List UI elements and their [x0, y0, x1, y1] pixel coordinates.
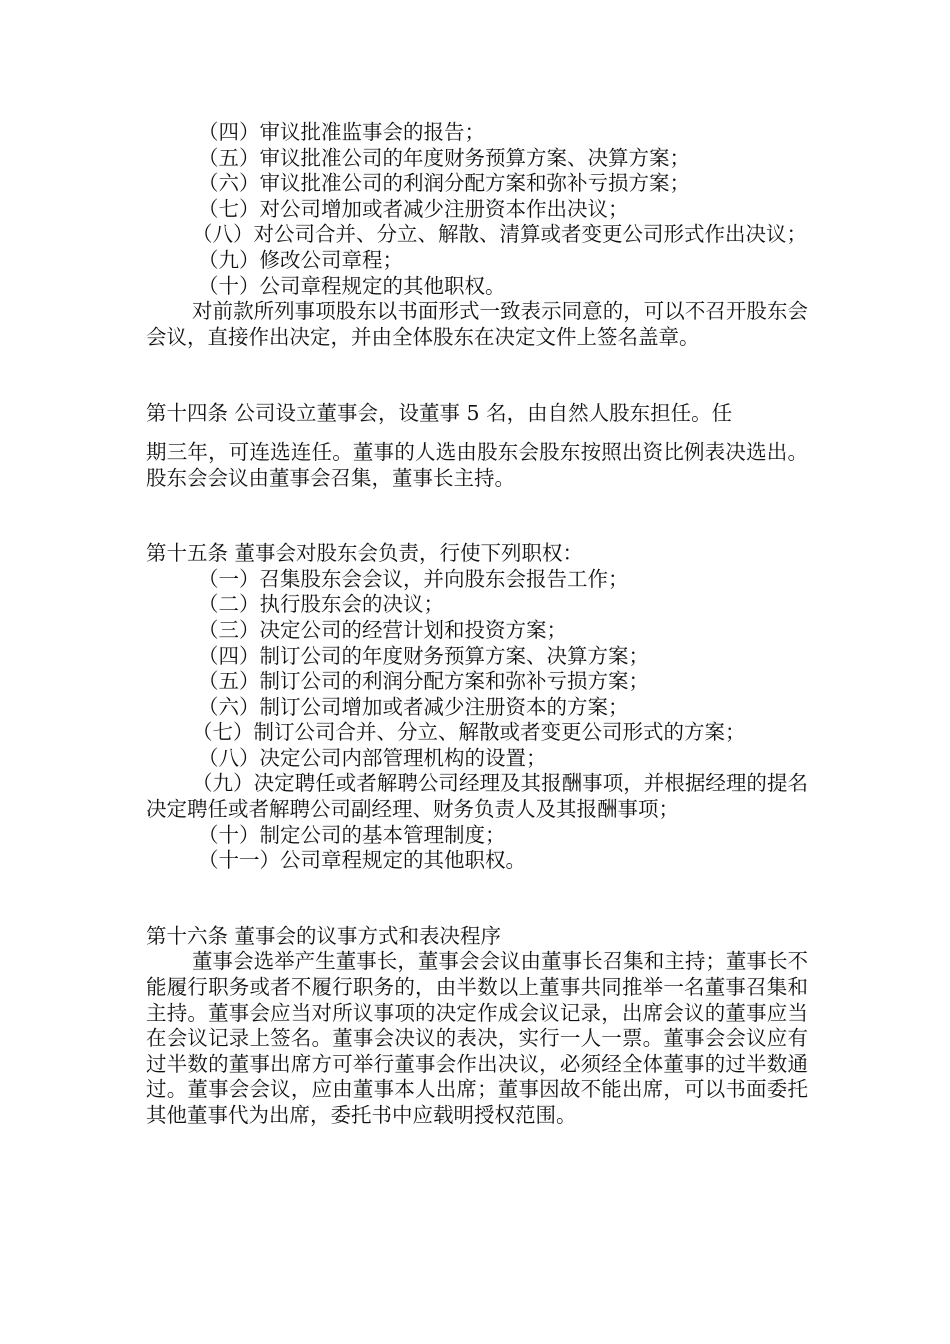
- list-item: （四）审议批准监事会的报告；: [198, 120, 485, 144]
- document-page: [146, 120, 808, 1129]
- list-item: （六）制订公司增加或者减少注册资本的方案；: [198, 694, 629, 719]
- body-paragraph: 期三年，可连选连任。董事的人选由股东会股东按照出资比例表决选出。股东会会议由董事会召集，董事长主持。: [146, 439, 808, 490]
- article-14: [146, 401, 808, 491]
- list-item: （九）修改公司章程；: [198, 247, 403, 272]
- article-heading: 第十六条 董事会的议事方式和表决程序: [146, 923, 502, 948]
- list-item: （十一）公司章程规定的其他职权。: [198, 848, 526, 873]
- list-item: （七）对公司增加或者减少注册资本作出决议；: [198, 196, 629, 221]
- list-item: （一）召集股东会会议，并向股东会报告工作；: [198, 566, 629, 591]
- spacer: [146, 491, 808, 541]
- list-item: （十）制定公司的基本管理制度；: [198, 822, 506, 847]
- shareholder-powers-list: [146, 120, 808, 350]
- article-heading: 第十四条 公司设立董事会，设董事 5 名，由自然人股东担任。任: [146, 401, 733, 426]
- list-item: （二）执行股东会的决议；: [198, 592, 444, 617]
- spacer: [146, 874, 808, 924]
- list-item: （五）审议批准公司的年度财务预算方案、决算方案；: [198, 145, 690, 170]
- list-item: （八）决定公司内部管理机构的设置；: [198, 745, 547, 770]
- article-15: [146, 541, 808, 874]
- article-16: [146, 924, 808, 1129]
- list-item: （七）制订公司合并、分立、解散或者变更公司形式的方案；: [192, 720, 746, 745]
- body-paragraph: 对前款所列事项股东以书面形式一致表示同意的，可以不召开股东会会议，直接作出决定，并由全体股东在决定文件上签名盖章。: [146, 299, 808, 349]
- spacer: [146, 350, 808, 401]
- list-item: （八）对公司合并、分立、解散、清算或者变更公司形式作出决议；: [192, 222, 807, 247]
- list-item: （九）决定聘任或者解聘公司经理及其报酬事项，并根据经理的提名决定聘任或者解聘公司副经理、财务负责人及其报酬事项；: [146, 771, 808, 822]
- body-paragraph: 董事会选举产生董事长，董事会会议由董事长召集和主持；董事长不能履行职务或者不履行职务的，由半数以上董事共同推举一名董事召集和主持。董事会应当对所议事项的决定作成会议记录，出席会议的董事应当在会议记录上签名。董事会决议的表决，实行一人一票。董事会会议应有过半数的董事出席方可举行董事会作出决议，必须经全体董事的过半数通过。董事会会议，应由董事本人出席；董事因故不能出席，可以书面委托其他董事代为出席，委托书中应载明授权范围。: [146, 949, 808, 1127]
- article-heading: 第十五条 董事会对股东会负责，行使下列职权：: [146, 541, 584, 566]
- list-item: （六）审议批准公司的利润分配方案和弥补亏损方案；: [198, 171, 690, 196]
- list-item: （四）制订公司的年度财务预算方案、决算方案；: [198, 643, 649, 668]
- list-item: （三）决定公司的经营计划和投资方案；: [198, 617, 567, 642]
- list-item: （十）公司章程规定的其他职权。: [198, 273, 506, 298]
- list-item: （五）制订公司的利润分配方案和弥补亏损方案；: [198, 669, 649, 694]
